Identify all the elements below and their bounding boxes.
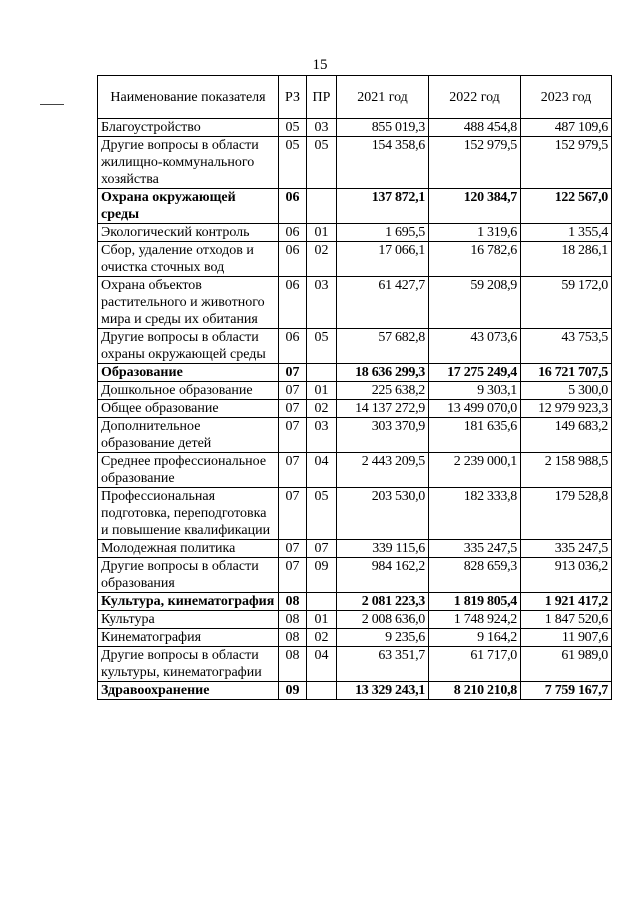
cell-name: Профессиональная подготовка, переподготовка и повышение квалификации (98, 488, 279, 540)
margin-mark (40, 104, 64, 105)
cell-name: Среднее профессиональное образование (98, 453, 279, 488)
cell-rz: 09 (279, 682, 307, 700)
cell-2021: 2 443 209,5 (337, 453, 429, 488)
cell-2023: 18 286,1 (521, 242, 612, 277)
cell-2023: 2 158 988,5 (521, 453, 612, 488)
cell-2021: 2 081 223,3 (337, 593, 429, 611)
table-row (98, 224, 612, 242)
cell-2023: 59 172,0 (521, 277, 612, 329)
cell-2021: 57 682,8 (337, 329, 429, 364)
table-row (98, 488, 612, 540)
cell-name: Дополнительное образование детей (98, 418, 279, 453)
cell-2021: 137 872,1 (337, 189, 429, 224)
cell-pr: 01 (307, 224, 337, 242)
cell-2023: 179 528,8 (521, 488, 612, 540)
cell-name: Культура (98, 611, 279, 629)
cell-name: Сбор, удаление отходов и очистка сточных вод (98, 242, 279, 277)
cell-name: Экологический контроль (98, 224, 279, 242)
cell-2023: 487 109,6 (521, 119, 612, 137)
cell-name: Другие вопросы в области жилищно-коммунального хозяйства (98, 137, 279, 189)
table-row (98, 400, 612, 418)
cell-rz: 06 (279, 242, 307, 277)
cell-pr: 07 (307, 540, 337, 558)
cell-2021: 63 351,7 (337, 647, 429, 682)
cell-2023: 1 921 417,2 (521, 593, 612, 611)
cell-2021: 9 235,6 (337, 629, 429, 647)
cell-rz: 07 (279, 364, 307, 382)
header-rz: РЗ (279, 76, 307, 119)
cell-2021: 2 008 636,0 (337, 611, 429, 629)
cell-2021: 225 638,2 (337, 382, 429, 400)
cell-name: Охрана окружающей среды (98, 189, 279, 224)
table-header-row (98, 76, 612, 119)
cell-2021: 154 358,6 (337, 137, 429, 189)
table-row (98, 277, 612, 329)
cell-pr: 05 (307, 329, 337, 364)
cell-2021: 13 329 243,1 (337, 682, 429, 700)
table-row (98, 242, 612, 277)
cell-2021: 855 019,3 (337, 119, 429, 137)
cell-pr: 02 (307, 400, 337, 418)
cell-2023: 12 979 923,3 (521, 400, 612, 418)
table-row (98, 382, 612, 400)
cell-rz: 07 (279, 540, 307, 558)
cell-2021: 18 636 299,3 (337, 364, 429, 382)
cell-rz: 06 (279, 329, 307, 364)
cell-2022: 1 819 805,4 (429, 593, 521, 611)
cell-2021: 303 370,9 (337, 418, 429, 453)
cell-2022: 16 782,6 (429, 242, 521, 277)
cell-rz: 06 (279, 277, 307, 329)
cell-2022: 59 208,9 (429, 277, 521, 329)
cell-2021: 339 115,6 (337, 540, 429, 558)
cell-rz: 08 (279, 611, 307, 629)
cell-2022: 335 247,5 (429, 540, 521, 558)
cell-2023: 1 355,4 (521, 224, 612, 242)
cell-pr: 03 (307, 277, 337, 329)
table-row (98, 540, 612, 558)
cell-2023: 43 753,5 (521, 329, 612, 364)
cell-rz: 07 (279, 558, 307, 593)
cell-name: Общее образование (98, 400, 279, 418)
table-row (98, 647, 612, 682)
cell-2022: 1 319,6 (429, 224, 521, 242)
cell-rz: 07 (279, 400, 307, 418)
cell-2023: 122 567,0 (521, 189, 612, 224)
header-2022: 2022 год (429, 76, 521, 119)
cell-pr: 03 (307, 418, 337, 453)
cell-2023: 1 847 520,6 (521, 611, 612, 629)
header-pr: ПР (307, 76, 337, 119)
cell-name: Охрана объектов растительного и животного мира и среды их обитания (98, 277, 279, 329)
cell-pr: 02 (307, 242, 337, 277)
cell-2023: 7 759 167,7 (521, 682, 612, 700)
cell-name: Образование (98, 364, 279, 382)
cell-rz: 05 (279, 119, 307, 137)
cell-rz: 07 (279, 418, 307, 453)
cell-pr: 02 (307, 629, 337, 647)
cell-name: Молодежная политика (98, 540, 279, 558)
table-row (98, 418, 612, 453)
cell-2022: 43 073,6 (429, 329, 521, 364)
cell-2022: 182 333,8 (429, 488, 521, 540)
cell-rz: 08 (279, 593, 307, 611)
cell-rz: 07 (279, 453, 307, 488)
cell-pr: 05 (307, 488, 337, 540)
cell-2023: 16 721 707,5 (521, 364, 612, 382)
page-number: 15 (312, 57, 328, 73)
table-row (98, 611, 612, 629)
cell-2022: 120 384,7 (429, 189, 521, 224)
cell-pr: 01 (307, 382, 337, 400)
cell-2023: 152 979,5 (521, 137, 612, 189)
table-row (98, 558, 612, 593)
cell-2023: 61 989,0 (521, 647, 612, 682)
cell-2021: 61 427,7 (337, 277, 429, 329)
cell-2022: 2 239 000,1 (429, 453, 521, 488)
cell-2022: 17 275 249,4 (429, 364, 521, 382)
cell-pr: 05 (307, 137, 337, 189)
section-row (98, 189, 612, 224)
cell-2021: 14 137 272,9 (337, 400, 429, 418)
header-2021: 2021 год (337, 76, 429, 119)
cell-pr: 01 (307, 611, 337, 629)
section-row (98, 593, 612, 611)
cell-2021: 17 066,1 (337, 242, 429, 277)
section-row (98, 364, 612, 382)
cell-rz: 05 (279, 137, 307, 189)
cell-pr: 03 (307, 119, 337, 137)
budget-table (97, 75, 612, 700)
header-2023: 2023 год (521, 76, 612, 119)
cell-name: Культура, кинематография (98, 593, 279, 611)
cell-2022: 13 499 070,0 (429, 400, 521, 418)
section-row (98, 682, 612, 700)
cell-name: Благоустройство (98, 119, 279, 137)
cell-2023: 5 300,0 (521, 382, 612, 400)
cell-rz: 06 (279, 189, 307, 224)
cell-2022: 152 979,5 (429, 137, 521, 189)
cell-2022: 1 748 924,2 (429, 611, 521, 629)
cell-name: Другие вопросы в области культуры, кинематографии (98, 647, 279, 682)
cell-2021: 1 695,5 (337, 224, 429, 242)
table-row (98, 119, 612, 137)
cell-2023: 913 036,2 (521, 558, 612, 593)
cell-rz: 07 (279, 488, 307, 540)
cell-pr (307, 682, 337, 700)
cell-2022: 181 635,6 (429, 418, 521, 453)
cell-rz: 06 (279, 224, 307, 242)
cell-pr (307, 593, 337, 611)
cell-2022: 61 717,0 (429, 647, 521, 682)
cell-name: Другие вопросы в области образования (98, 558, 279, 593)
table-body (98, 119, 612, 700)
table-row (98, 137, 612, 189)
cell-2021: 984 162,2 (337, 558, 429, 593)
cell-rz: 08 (279, 647, 307, 682)
cell-pr: 09 (307, 558, 337, 593)
cell-2022: 488 454,8 (429, 119, 521, 137)
cell-2022: 9 164,2 (429, 629, 521, 647)
cell-2022: 828 659,3 (429, 558, 521, 593)
cell-name: Кинематография (98, 629, 279, 647)
cell-2023: 335 247,5 (521, 540, 612, 558)
table-row (98, 329, 612, 364)
cell-name: Другие вопросы в области охраны окружающей среды (98, 329, 279, 364)
cell-name: Дошкольное образование (98, 382, 279, 400)
cell-pr: 04 (307, 453, 337, 488)
cell-pr: 04 (307, 647, 337, 682)
table-row (98, 629, 612, 647)
cell-pr (307, 364, 337, 382)
cell-2023: 149 683,2 (521, 418, 612, 453)
cell-2022: 8 210 210,8 (429, 682, 521, 700)
cell-2021: 203 530,0 (337, 488, 429, 540)
cell-2022: 9 303,1 (429, 382, 521, 400)
table-row (98, 453, 612, 488)
cell-2023: 11 907,6 (521, 629, 612, 647)
cell-name: Здравоохранение (98, 682, 279, 700)
cell-pr (307, 189, 337, 224)
cell-rz: 08 (279, 629, 307, 647)
cell-rz: 07 (279, 382, 307, 400)
header-name: Наименование показателя (98, 76, 279, 119)
